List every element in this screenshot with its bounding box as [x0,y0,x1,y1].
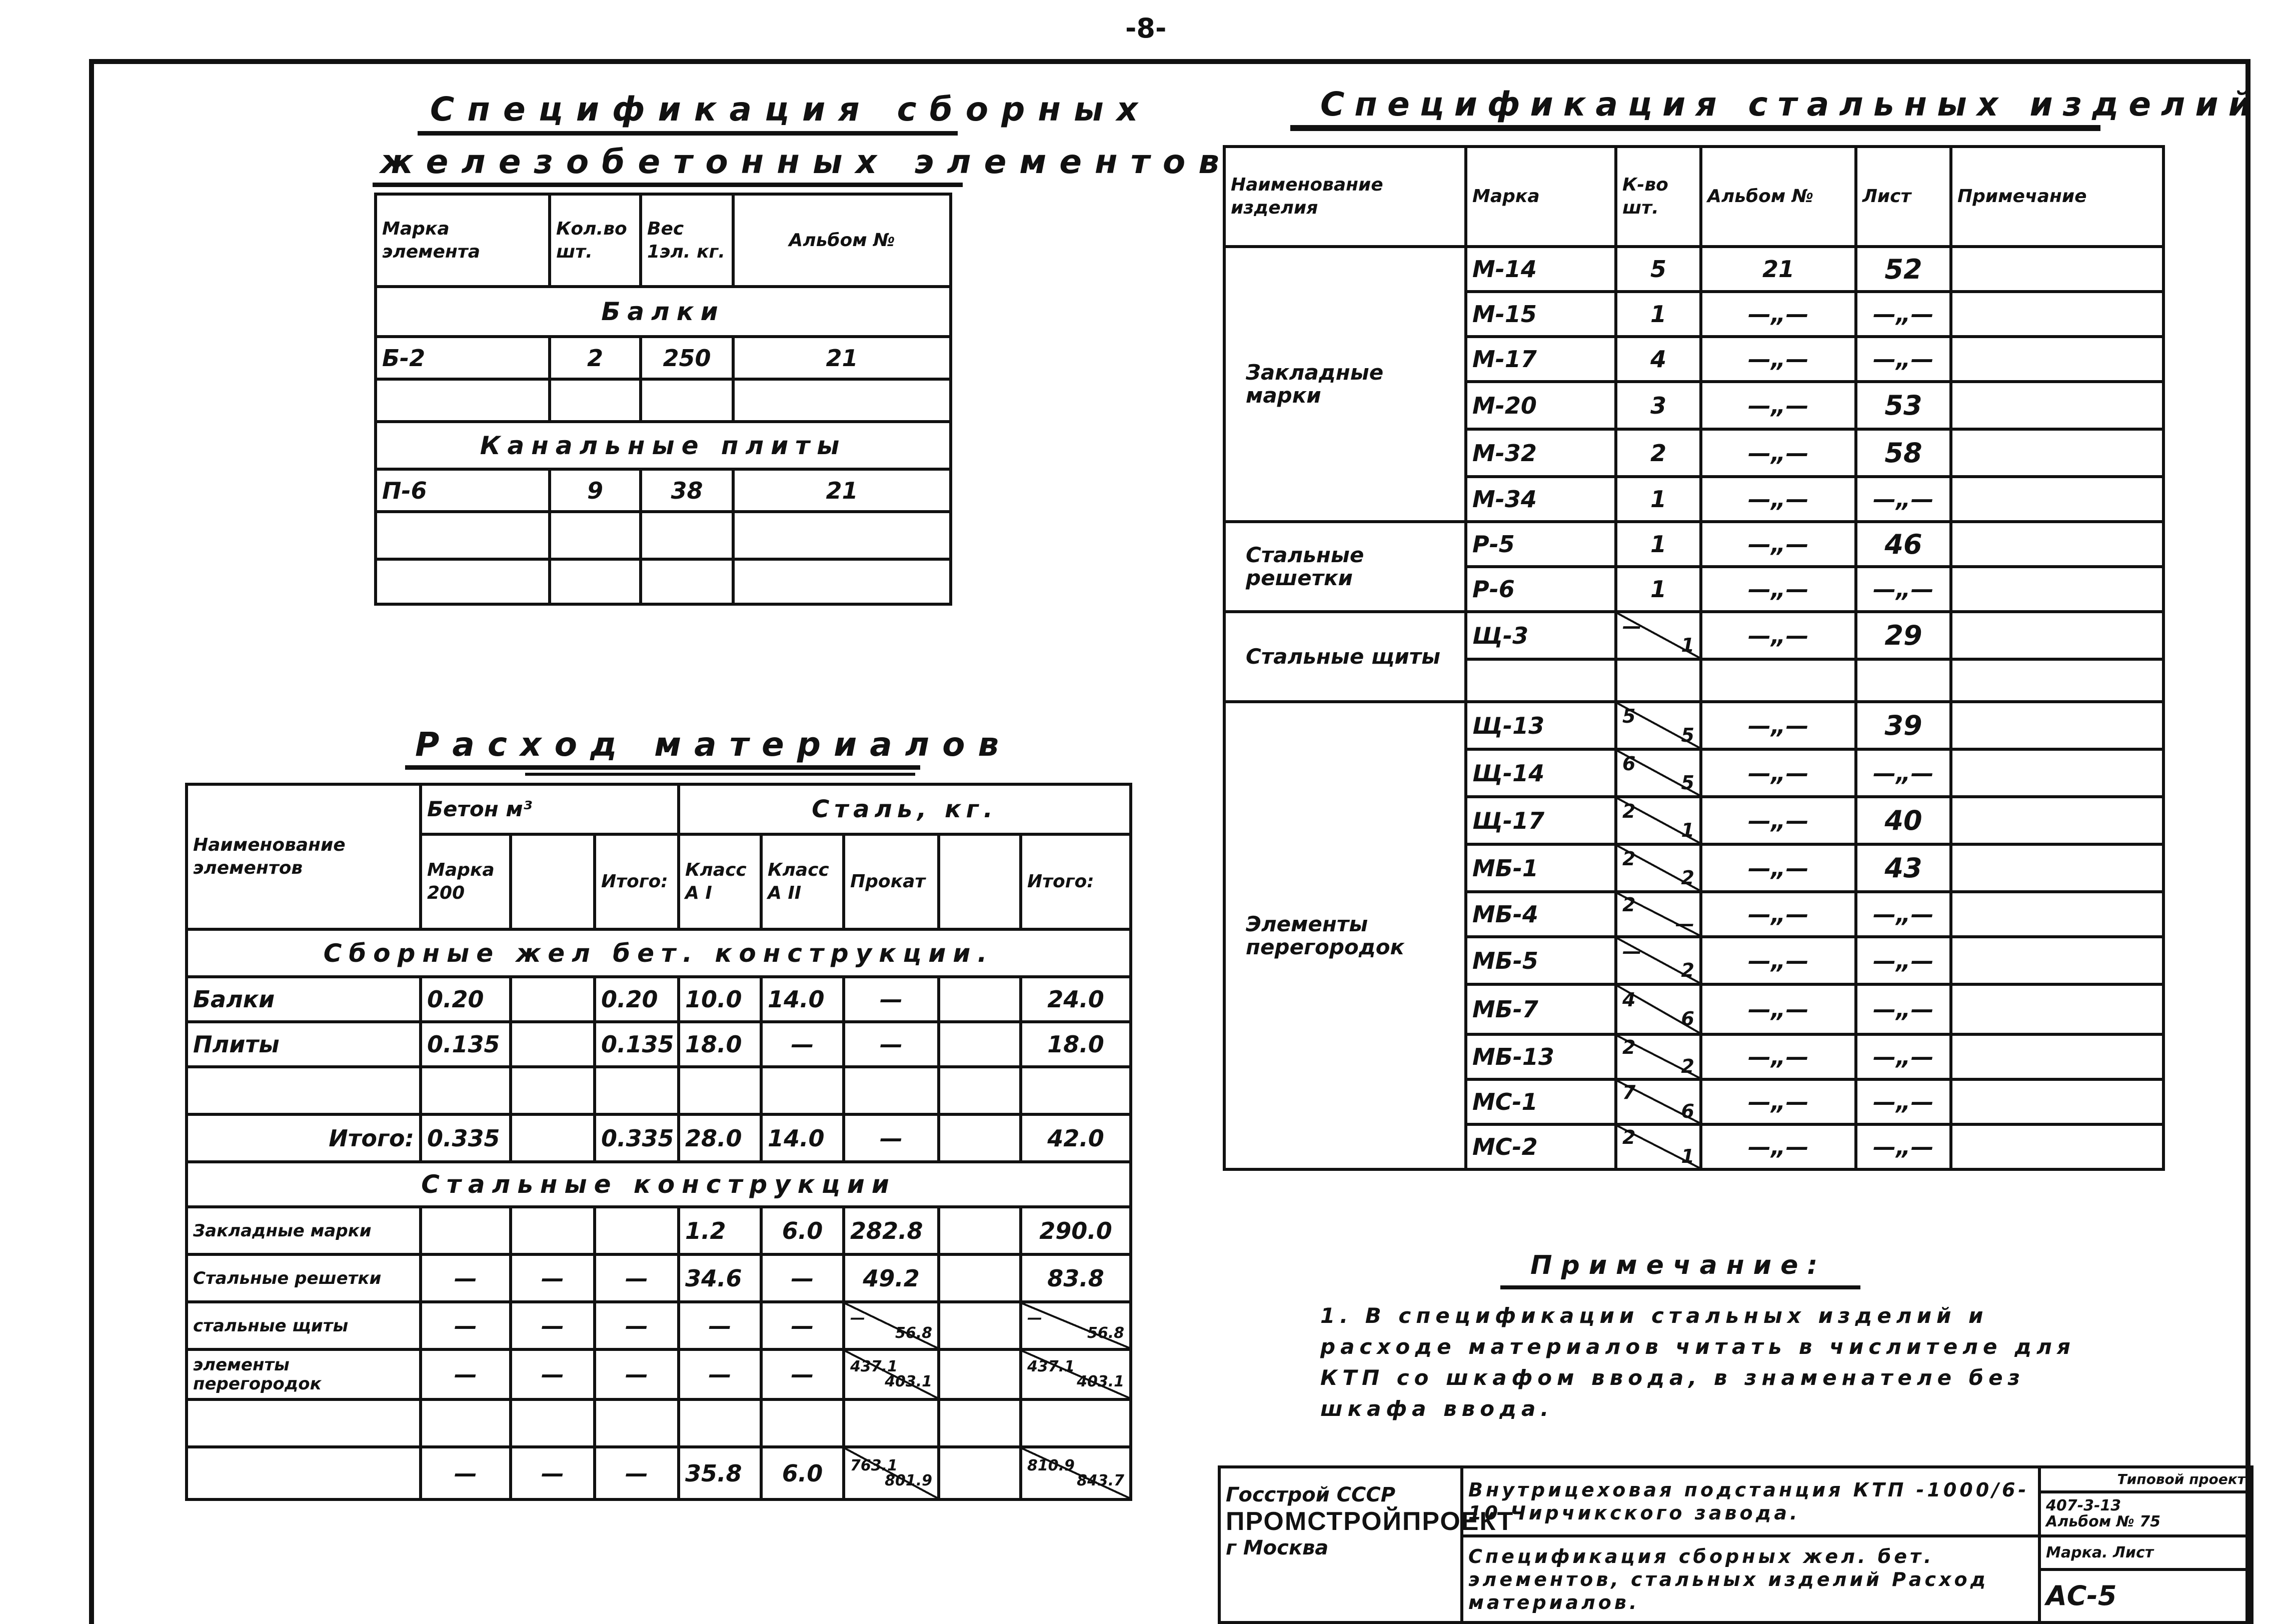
materials-cell: Итого: [187,1114,421,1162]
steel-sheet: —„— [1856,1124,1951,1169]
materials-cell: — [511,1447,595,1499]
steel-qty-fraction: — 1 [1616,612,1701,659]
steel-album: —„— [1701,702,1856,749]
steel-album: —„— [1701,522,1856,567]
precast-title-2-underline [373,183,963,187]
steel-qty: 1 [1616,522,1701,567]
steel-mark: Р-5 [1466,522,1616,567]
steel-mark: М-15 [1466,292,1616,337]
steel-mark [1466,659,1616,702]
steel-album: —„— [1701,337,1856,382]
precast-cell [550,512,641,559]
steel-sheet: —„— [1856,567,1951,612]
steel-qty-fraction: 7 6 [1616,1079,1701,1124]
steel-sheet: —„— [1856,984,1951,1034]
steel-mark: М-14 [1466,247,1616,292]
precast-cell: 9 [550,469,641,512]
materials-cell: 1.2 [679,1207,761,1254]
steel-note [1951,247,2163,292]
materials-cell [939,977,1021,1022]
steel-sheet: 29 [1856,612,1951,659]
precast-h-qty: Кол.во шт. [550,194,641,287]
materials-cell: — [421,1254,511,1302]
precast-title-2: железобетонных элементов [380,143,1233,181]
steel-h-album: Альбом № [1701,147,1856,247]
note-title-underline [1500,1285,1860,1289]
materials-cell [939,1447,1021,1499]
steel-mark: МС-2 [1466,1124,1616,1169]
steel-album: —„— [1701,984,1856,1034]
steel-note [1951,797,2163,844]
steel-sheet: 39 [1856,702,1951,749]
steel-group-shields: Стальные щиты [1224,612,1466,702]
steel-note [1951,1124,2163,1169]
steel-album: —„— [1701,1124,1856,1169]
steel-sheet: —„— [1856,292,1951,337]
materials-cell: 49.2 [844,1254,939,1302]
materials-cell: Стальные решетки [187,1254,421,1302]
steel-h-sheet: Лист [1856,147,1951,247]
steel-album: —„— [1701,797,1856,844]
materials-cell: — [761,1302,844,1349]
steel-qty-fraction: 5 5 [1616,702,1701,749]
steel-title-underline [1290,125,2100,131]
materials-cell [595,1399,679,1447]
materials-cell: Плиты [187,1022,421,1067]
materials-h-sub: Марка 200 [421,834,511,929]
materials-cell: — [421,1349,511,1399]
materials-cell [187,1447,421,1499]
precast-cell [733,512,951,559]
materials-cell: элементы перегородок [187,1349,421,1399]
steel-note [1951,1034,2163,1079]
steel-note [1951,1079,2163,1124]
materials-fraction-cell: — 56.8 [1021,1302,1131,1349]
steel-qty-fraction: 2 1 [1616,1124,1701,1169]
materials-h-sub: Итого: [595,834,679,929]
materials-cell [939,1302,1021,1349]
precast-section-channel-slabs: Канальные плиты [376,422,951,469]
steel-note [1951,337,2163,382]
materials-cell [595,1207,679,1254]
tb-mark-label: Марка. Лист [2039,1536,2252,1569]
materials-cell: стальные щиты [187,1302,421,1349]
steel-album: —„— [1701,382,1856,429]
materials-cell [511,977,595,1022]
steel-qty: 3 [1616,382,1701,429]
steel-sheet: —„— [1856,477,1951,522]
materials-cell [844,1399,939,1447]
materials-cell [421,1207,511,1254]
materials-cell: 24.0 [1021,977,1131,1022]
steel-mark: М-20 [1466,382,1616,429]
materials-h-name: Наименование элементов [187,784,421,929]
steel-qty-fraction: 6 5 [1616,749,1701,797]
steel-mark: МБ-13 [1466,1034,1616,1079]
steel-mark: Щ-3 [1466,612,1616,659]
materials-cell: 6.0 [761,1447,844,1499]
precast-cell [550,379,641,422]
org-name: ПРОМСТРОЙПРОЕКТ [1226,1507,1514,1536]
materials-cell: — [761,1349,844,1399]
precast-cell [376,379,550,422]
steel-qty: 1 [1616,477,1701,522]
materials-cell: — [595,1302,679,1349]
precast-spec-table [374,193,952,606]
materials-cell: 290.0 [1021,1207,1131,1254]
materials-cell: Балки [187,977,421,1022]
steel-qty [1616,659,1701,702]
precast-cell [641,379,733,422]
materials-h-sub: Итого: [1021,834,1131,929]
materials-cell [187,1067,421,1114]
steel-qty-fraction: 2 2 [1616,844,1701,892]
materials-cell: 34.6 [679,1254,761,1302]
steel-album: —„— [1701,749,1856,797]
precast-cell: 21 [733,337,951,379]
materials-cell: Закладные марки [187,1207,421,1254]
materials-h-sub: Прокат [844,834,939,929]
steel-qty-fraction: 2 — [1616,892,1701,937]
materials-cell: 6.0 [761,1207,844,1254]
steel-note [1951,984,2163,1034]
materials-cell: 35.8 [679,1447,761,1499]
steel-h-qty: К-во шт. [1616,147,1701,247]
materials-cell [939,1399,1021,1447]
steel-sheet: —„— [1856,937,1951,984]
materials-cell: 18.0 [1021,1022,1131,1067]
steel-note [1951,292,2163,337]
materials-cell: — [679,1302,761,1349]
materials-cell [1021,1067,1131,1114]
materials-cell: — [421,1302,511,1349]
steel-mark: Р-6 [1466,567,1616,612]
steel-album: —„— [1701,1034,1856,1079]
precast-cell [733,559,951,604]
steel-note [1951,477,2163,522]
steel-sheet: 53 [1856,382,1951,429]
materials-cell: — [595,1349,679,1399]
materials-fraction-cell: 763.1 801.9 [844,1447,939,1499]
precast-cell [376,512,550,559]
precast-cell: 38 [641,469,733,512]
precast-cell: П-6 [376,469,550,512]
materials-cell: — [844,977,939,1022]
steel-note [1951,382,2163,429]
steel-note [1951,522,2163,567]
materials-cell: — [511,1349,595,1399]
steel-title: Спецификация стальных изделий [1320,85,2261,124]
steel-note [1951,612,2163,659]
materials-fraction-cell: — 56.8 [844,1302,939,1349]
materials-fraction-cell: 810.9 843.7 [1021,1447,1131,1499]
steel-h-note: Примечание [1951,147,2163,247]
materials-cell: 10.0 [679,977,761,1022]
precast-cell: Б-2 [376,337,550,379]
materials-cell: — [421,1447,511,1499]
steel-mark: Щ-14 [1466,749,1616,797]
steel-qty-fraction: — 2 [1616,937,1701,984]
materials-cell [761,1067,844,1114]
materials-h-concrete: Бетон м³ [421,784,679,834]
materials-cell [511,1114,595,1162]
note-text: 1. В спецификации стальных изделий и расходе материалов читать в числителе для КТП со шкафом ввода, в знаменателе без шкафа ввода. [1320,1303,2075,1421]
steel-qty: 1 [1616,292,1701,337]
materials-cell [939,1207,1021,1254]
precast-cell [376,559,550,604]
steel-album: —„— [1701,1079,1856,1124]
precast-h-weight: Вес 1эл. кг. [641,194,733,287]
steel-note [1951,937,2163,984]
steel-mark: МС-1 [1466,1079,1616,1124]
steel-group-embedded: Закладные марки [1224,247,1466,522]
precast-cell [733,379,951,422]
materials-cell: — [595,1447,679,1499]
precast-cell: 250 [641,337,733,379]
steel-mark: М-32 [1466,429,1616,477]
steel-album: —„— [1701,612,1856,659]
steel-mark: МБ-5 [1466,937,1616,984]
materials-cell: 0.20 [421,977,511,1022]
materials-cell [421,1067,511,1114]
steel-qty-fraction: 2 1 [1616,797,1701,844]
steel-mark: Щ-17 [1466,797,1616,844]
steel-sheet: —„— [1856,749,1951,797]
materials-cell [939,1067,1021,1114]
precast-cell [550,559,641,604]
materials-cell: — [844,1022,939,1067]
steel-sheet [1856,659,1951,702]
materials-title-underline [405,765,920,770]
materials-cell [939,1349,1021,1399]
steel-spec-table [1223,145,2165,1171]
materials-h-sub [511,834,595,929]
note-title: Примечание: [1530,1250,1827,1280]
materials-fraction-cell: 437.1 403.1 [1021,1349,1131,1399]
steel-group-gratings: Стальные решетки [1224,522,1466,612]
steel-mark: М-34 [1466,477,1616,522]
materials-fraction-cell: 437.1 403.1 [844,1349,939,1399]
steel-album [1701,659,1856,702]
materials-h-sub [939,834,1021,929]
steel-mark: Щ-13 [1466,702,1616,749]
materials-cell: — [761,1254,844,1302]
precast-title-1-underline [418,131,958,136]
materials-cell: 42.0 [1021,1114,1131,1162]
materials-cell [511,1207,595,1254]
materials-cell [421,1399,511,1447]
steel-sheet: —„— [1856,337,1951,382]
materials-cell [511,1022,595,1067]
steel-album: —„— [1701,292,1856,337]
steel-note [1951,429,2163,477]
materials-cell: 0.20 [595,977,679,1022]
steel-h-name: Наименование изделия [1224,147,1466,247]
materials-cell: 0.335 [595,1114,679,1162]
tb-mark-value: АС-5 [2039,1569,2252,1622]
materials-cell [844,1067,939,1114]
materials-cell: 18.0 [679,1022,761,1067]
precast-title-1: Спецификация сборных [430,90,1151,129]
steel-qty: 5 [1616,247,1701,292]
tb-project-label: Типовой проект [2039,1467,2252,1492]
materials-section-precast: Сборные жел бет. конструкции. [187,929,1131,977]
materials-cell: 0.335 [421,1114,511,1162]
materials-h-steel: Сталь, кг. [679,784,1131,834]
title-block-org [1219,1467,1514,1622]
steel-mark: М-17 [1466,337,1616,382]
steel-sheet: 52 [1856,247,1951,292]
materials-cell: 83.8 [1021,1254,1131,1302]
steel-qty: 4 [1616,337,1701,382]
materials-cell: — [595,1254,679,1302]
materials-title-underline-2 [525,773,915,776]
steel-album: —„— [1701,844,1856,892]
steel-mark: МБ-1 [1466,844,1616,892]
materials-title: Расход материалов [415,725,1012,764]
materials-cell [187,1399,421,1447]
materials-cell [939,1114,1021,1162]
steel-qty-fraction: 4 6 [1616,984,1701,1034]
materials-cell: — [844,1114,939,1162]
steel-h-mark: Марка [1466,147,1616,247]
precast-cell: 21 [733,469,951,512]
steel-note [1951,892,2163,937]
materials-cell [761,1399,844,1447]
steel-note [1951,749,2163,797]
materials-cell: — [761,1022,844,1067]
materials-cell: 14.0 [761,977,844,1022]
project-name: Внутрицеховая подстанция КТП -1000/6-10 Чирчикского завода. [1462,1467,2039,1536]
sheet-title: Спецификация сборных жел. бет. элементов, стальных изделий Расход материалов. [1462,1536,2039,1622]
title-block [1218,1465,2253,1624]
materials-cell: — [511,1302,595,1349]
materials-cell [679,1067,761,1114]
materials-cell: 282.8 [844,1207,939,1254]
steel-sheet: 43 [1856,844,1951,892]
materials-cell: 28.0 [679,1114,761,1162]
steel-sheet: 58 [1856,429,1951,477]
materials-cell: — [511,1254,595,1302]
materials-cell: — [679,1349,761,1399]
materials-table [185,783,1132,1501]
materials-cell: 14.0 [761,1114,844,1162]
steel-sheet: 46 [1856,522,1951,567]
precast-h-album: Альбом № [733,194,951,287]
precast-cell [641,559,733,604]
materials-h-sub: Класс А I [679,834,761,929]
steel-album: 21 [1701,247,1856,292]
steel-group-partitions: Элементы перегородок [1224,702,1466,1169]
precast-h-mark: Марка элемента [376,194,550,287]
steel-album: —„— [1701,937,1856,984]
precast-cell [641,512,733,559]
steel-note [1951,567,2163,612]
steel-album: —„— [1701,477,1856,522]
steel-album: —„— [1701,892,1856,937]
steel-sheet: —„— [1856,1034,1951,1079]
org-city: г Москва [1226,1536,1329,1559]
steel-mark: МБ-7 [1466,984,1616,1034]
steel-note [1951,844,2163,892]
materials-h-sub: Класс А II [761,834,844,929]
steel-mark: МБ-4 [1466,892,1616,937]
steel-qty: 1 [1616,567,1701,612]
steel-qty-fraction: 2 2 [1616,1034,1701,1079]
precast-section-beams: Балки [376,287,951,337]
materials-cell [939,1254,1021,1302]
steel-album: —„— [1701,429,1856,477]
materials-cell [939,1022,1021,1067]
steel-note [1951,659,2163,702]
steel-sheet: —„— [1856,892,1951,937]
materials-cell [1021,1399,1131,1447]
steel-album: —„— [1701,567,1856,612]
materials-cell [679,1399,761,1447]
steel-note [1951,702,2163,749]
precast-cell: 2 [550,337,641,379]
materials-section-steel: Стальные конструкции [187,1162,1131,1207]
tb-project-values: 407-3-13 Альбом № 75 [2039,1492,2252,1536]
page-number: -8- [1125,13,1167,44]
org-ministry: Госстрой СССР [1226,1483,1396,1506]
steel-qty: 2 [1616,429,1701,477]
materials-cell: 0.135 [595,1022,679,1067]
steel-sheet: —„— [1856,1079,1951,1124]
materials-cell [511,1399,595,1447]
materials-cell: 0.135 [421,1022,511,1067]
materials-cell [511,1067,595,1114]
steel-sheet: 40 [1856,797,1951,844]
materials-cell [595,1067,679,1114]
